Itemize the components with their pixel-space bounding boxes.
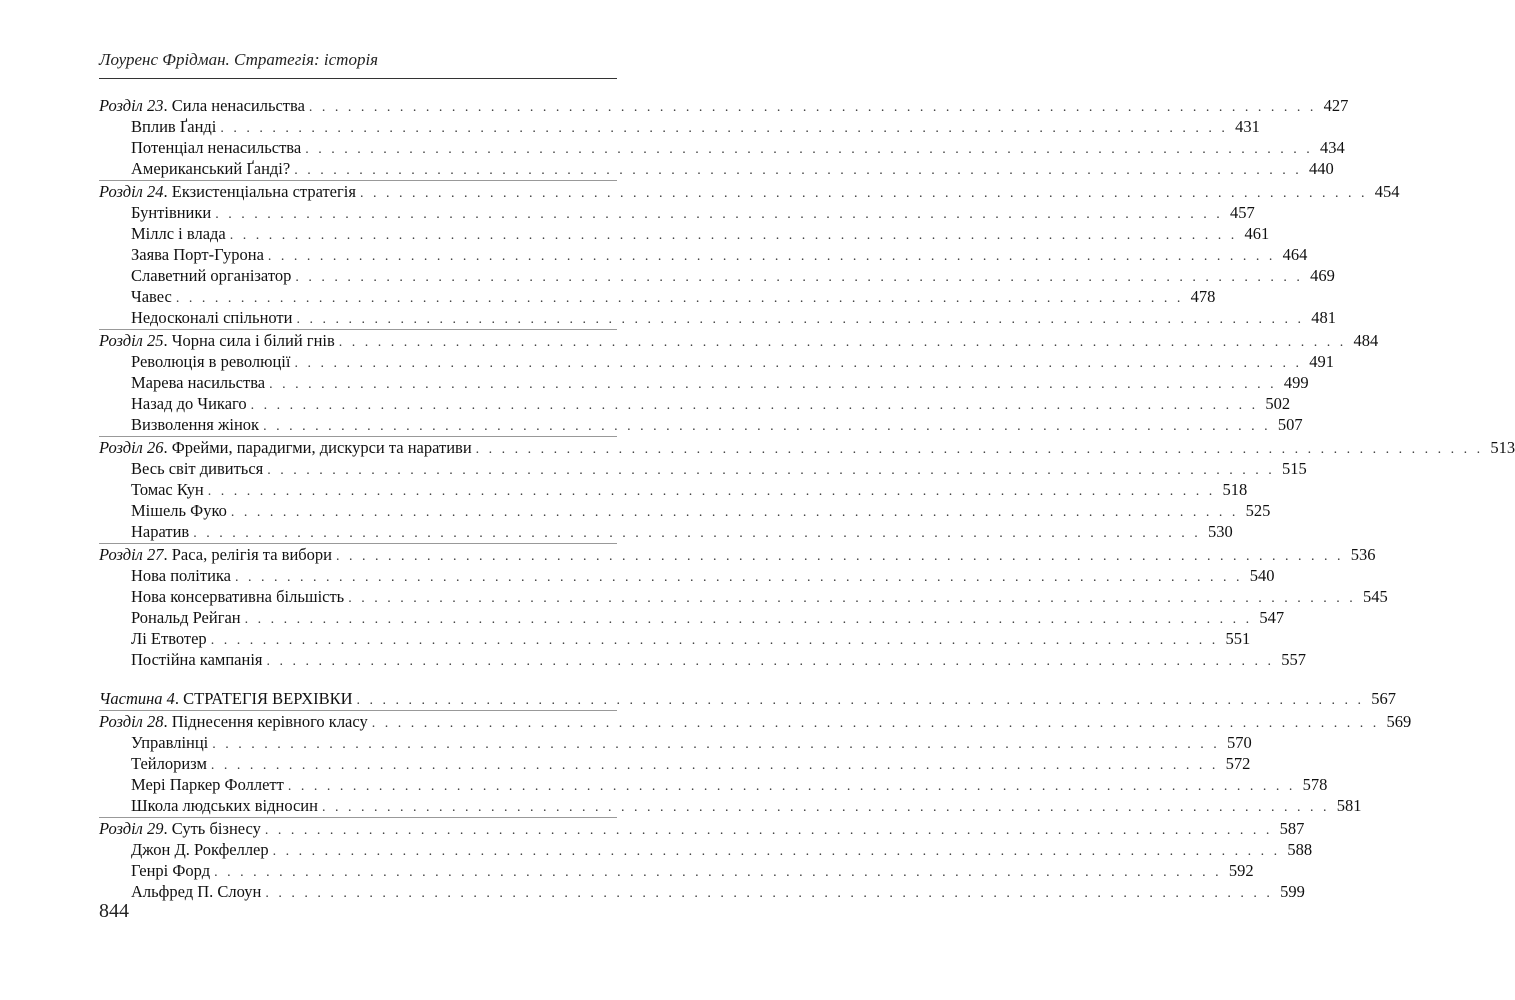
- toc-entry-title: Американський Ґанді?: [131, 159, 291, 178]
- dot-leader: . . . . . . . . . . . . . . . . . . . . . . . . . . . . . . . . . . . . . . . . . . . . . . . . . . . . . . . . . . . . . . . . . . . . . . . . . . . . . .: [305, 142, 1313, 157]
- toc-entry-prefix: Розділ 26: [99, 438, 164, 457]
- toc-entry-title: Визволення жінок: [131, 415, 260, 434]
- dot-leader: . . . . . . . . . . . . . . . . . . . . . . . . . . . . . . . . . . . . . . . . . . . . . . . . . . . . . . . . . . . . . . . . . . . . . . . . . . . . . .: [294, 163, 1302, 178]
- dot-leader: . . . . . . . . . . . . . . . . . . . . . . . . . . . . . . . . . . . . . . . . . . . . . . . . . . . . . . . . . . . . . . . . . . . . . . . . . . . . . .: [269, 377, 1277, 392]
- toc-section-entry[interactable]: [99, 649, 1306, 670]
- toc-entry-label: [131, 795, 318, 816]
- toc-entry-label: [99, 181, 356, 202]
- toc-entry-title: . Суть бізнесу: [163, 819, 261, 838]
- toc-entry-label: [131, 565, 231, 586]
- toc-page-number: 587: [1279, 819, 1305, 838]
- toc-entry-prefix: Розділ 27: [99, 545, 164, 564]
- toc-section-entry[interactable]: [99, 628, 1251, 649]
- toc-page-number: 457: [1230, 203, 1255, 222]
- toc-entry-label: [99, 95, 305, 116]
- toc-entry-prefix: Розділ 28: [99, 712, 164, 731]
- toc-entry-label: [131, 458, 263, 479]
- dot-leader: . . . . . . . . . . . . . . . . . . . . . . . . . . . . . . . . . . . . . . . . . . . . . . . . . . . . . . . . . . . . . . . . . . . . . . . . . . . . . .: [215, 207, 1223, 222]
- toc-page-number: 491: [1309, 352, 1334, 371]
- toc-entry-title: Потенціал ненасильства: [131, 138, 302, 157]
- toc-page-number: 434: [1319, 138, 1345, 157]
- toc-section-entry[interactable]: [99, 881, 1305, 902]
- toc-section-entry[interactable]: [99, 732, 1252, 753]
- toc-entry-label: [131, 244, 264, 265]
- dot-leader: . . . . . . . . . . . . . . . . . . . . . . . . . . . . . . . . . . . . . . . . . . . . . . . . . . . . . . . . . . . . . . . . . . . . . . . . . . . . . .: [210, 758, 1219, 773]
- toc-chapter-entry[interactable]: [99, 330, 1379, 351]
- toc-section-entry[interactable]: [99, 565, 1275, 586]
- toc-entry-label: [131, 265, 291, 286]
- toc-entry-title: Вплив Ґанді: [131, 117, 217, 136]
- toc-section-entry[interactable]: [99, 479, 1248, 500]
- dot-leader: . . . . . . . . . . . . . . . . . . . . . . . . . . . . . . . . . . . . . . . . . . . . . . . . . . . . . . . . . . . . . . . . . . . . . . . . . . . . . .: [295, 270, 1303, 285]
- toc-entry-label: [131, 881, 261, 902]
- toc-entry-label: [131, 137, 301, 158]
- toc-page-number: 551: [1225, 629, 1251, 648]
- toc-entry-title: Томас Кун: [131, 480, 204, 499]
- toc-entry-title: Міллс і влада: [131, 224, 226, 243]
- table-of-contents: [99, 95, 1515, 902]
- dot-leader: . . . . . . . . . . . . . . . . . . . . . . . . . . . . . . . . . . . . . . . . . . . . . . . . . . . . . . . . . . . . . . . . . . . . . . . . . . . . . .: [210, 633, 1219, 648]
- toc-page-number: 518: [1222, 480, 1248, 499]
- dot-leader: . . . . . . . . . . . . . . . . . . . . . . . . . . . . . . . . . . . . . . . . . . . . . . . . . . . . . . . . . . . . . . . . . . . . . . . . . . . . . .: [250, 398, 1259, 413]
- toc-entry-title: Заява Порт-Гурона: [131, 245, 264, 264]
- dot-leader: . . . . . . . . . . . . . . . . . . . . . . . . . . . . . . . . . . . . . . . . . . . . . . . . . . . . . . . . . . . . . . . . . . . . . . . . . . . . . .: [296, 312, 1304, 327]
- toc-page-number: 499: [1283, 373, 1309, 392]
- toc-page-number: 578: [1302, 775, 1328, 794]
- toc-page-number: 540: [1249, 566, 1275, 585]
- toc-entry-label: [99, 818, 261, 839]
- toc-section-entry[interactable]: [99, 137, 1345, 158]
- toc-page-number: 502: [1265, 394, 1291, 413]
- toc-page-number: 515: [1282, 459, 1307, 478]
- toc-entry-label: [131, 732, 208, 753]
- toc-section-entry[interactable]: [99, 286, 1216, 307]
- toc-section-entry[interactable]: [99, 753, 1251, 774]
- dot-leader: . . . . . . . . . . . . . . . . . . . . . . . . . . . . . . . . . . . . . . . . . . . . . . . . . . . . . . . . . . . . . . . . . . . . . . . . . . . . . .: [220, 121, 1228, 136]
- toc-part-entry[interactable]: [99, 688, 1397, 709]
- dot-leader: . . . . . . . . . . . . . . . . . . . . . . . . . . . . . . . . . . . . . . . . . . . . . . . . . . . . . . . . . . . . . . . . . . . . . . . . . . . . . .: [287, 779, 1296, 794]
- dot-leader: . . . . . . . . . . . . . . . . . . . . . . . . . . . . . . . . . . . . . . . . . . . . . . . . . . . . . . . . . . . . . . . . . . . . . . . . . . . . . .: [267, 463, 1275, 478]
- toc-entry-label: [131, 158, 290, 179]
- dot-leader: . . . . . . . . . . . . . . . . . . . . . . . . . . . . . . . . . . . . . . . . . . . . . . . . . . . . . . . . . . . . . . . . . . . . . . . . . . . . . .: [336, 549, 1344, 564]
- toc-page-number: 588: [1287, 840, 1313, 859]
- toc-page-number: 431: [1235, 117, 1260, 136]
- toc-section-entry[interactable]: [99, 521, 1233, 542]
- toc-entry-title: Весь світ дивиться: [131, 459, 264, 478]
- toc-chapter-entry[interactable]: [99, 95, 1349, 116]
- toc-page-number: 547: [1259, 608, 1285, 627]
- toc-entry-label: [99, 688, 353, 709]
- toc-entry-title: . Сила ненасильства: [163, 96, 305, 115]
- toc-entry-label: [131, 607, 241, 628]
- toc-entry-label: [131, 372, 265, 393]
- toc-section-entry[interactable]: [99, 414, 1303, 435]
- toc-entry-title: Марева насильства: [131, 373, 266, 392]
- toc-page-number: 557: [1281, 650, 1306, 669]
- toc-entry-label: [131, 753, 207, 774]
- dot-leader: . . . . . . . . . . . . . . . . . . . . . . . . . . . . . . . . . . . . . . . . . . . . . . . . . . . . . . . . . . . . . . . . . . . . . . . . . . . . . .: [214, 865, 1222, 880]
- toc-entry-title: Альфред П. Слоун: [131, 882, 262, 901]
- toc-section-entry[interactable]: [99, 774, 1328, 795]
- toc-chapter-entry[interactable]: [99, 711, 1412, 732]
- toc-page-number: 567: [1371, 689, 1397, 708]
- header-rule: [99, 78, 617, 79]
- toc-entry-label: [131, 628, 207, 649]
- toc-entry-label: [131, 223, 226, 244]
- toc-page-number: 513: [1490, 438, 1515, 457]
- toc-entry-label: [131, 307, 292, 328]
- toc-entry-label: [99, 330, 335, 351]
- toc-entry-label: [131, 479, 204, 500]
- toc-page-number: 464: [1282, 245, 1308, 264]
- toc-entry-label: [131, 586, 344, 607]
- toc-entry-title: Славетний організатор: [131, 266, 292, 285]
- toc-section-entry[interactable]: [99, 607, 1285, 628]
- toc-section-entry[interactable]: [99, 351, 1334, 372]
- toc-entry-label: [131, 521, 189, 542]
- toc-entry-label: [131, 351, 290, 372]
- toc-entry-title: Постійна кампанія: [131, 650, 263, 669]
- toc-entry-label: [131, 116, 216, 137]
- toc-section-entry[interactable]: [99, 839, 1313, 860]
- dot-leader: . . . . . . . . . . . . . . . . . . . . . . . . . . . . . . . . . . . . . . . . . . . . . . . . . . . . . . . . . . . . . . . . . . . . . . . . . . . . . .: [207, 484, 1216, 499]
- toc-entry-label: [131, 202, 211, 223]
- dot-leader: . . . . . . . . . . . . . . . . . . . . . . . . . . . . . . . . . . . . . . . . . . . . . . . . . . . . . . . . . . . . . . . . . . . . . . . . . . . . . .: [321, 800, 1330, 815]
- dot-leader: . . . . . . . . . . . . . . . . . . . . . . . . . . . . . . . . . . . . . . . . . . . . . . . . . . . . . . . . . . . . . . . . . . . . . . . . . . . . . .: [193, 526, 1201, 541]
- toc-page-number: 469: [1310, 266, 1335, 285]
- toc-entry-label: [99, 711, 368, 732]
- dot-leader: . . . . . . . . . . . . . . . . . . . . . . . . . . . . . . . . . . . . . . . . . . . . . . . . . . . . . . . . . . . . . . . . . . . . . . . . . . . . . .: [308, 100, 1317, 115]
- toc-entry-title: . СТРАТЕГІЯ ВЕРХІВКИ: [174, 689, 353, 708]
- toc-entry-title: Назад до Чикаго: [131, 394, 247, 413]
- toc-entry-prefix: Розділ 23: [99, 96, 164, 115]
- toc-chapter-entry[interactable]: [99, 544, 1376, 565]
- toc-entry-title: . Чорна сила і білий гнів: [163, 331, 335, 350]
- toc-page-number: 507: [1277, 415, 1303, 434]
- dot-leader: . . . . . . . . . . . . . . . . . . . . . . . . . . . . . . . . . . . . . . . . . . . . . . . . . . . . . . . . . . . . . . . . . . . . . . . . . . . . . .: [294, 356, 1302, 371]
- toc-entry-title: Школа людських відносин: [131, 796, 318, 815]
- toc-entry-label: [131, 414, 259, 435]
- toc-section-entry[interactable]: [99, 158, 1334, 179]
- dot-leader: . . . . . . . . . . . . . . . . . . . . . . . . . . . . . . . . . . . . . . . . . . . . . . . . . . . . . . . . . . . . . . . . . . . . . . . . . . . . . .: [235, 570, 1243, 585]
- toc-page-number: 484: [1353, 331, 1379, 350]
- toc-entry-prefix: Розділ 25: [99, 331, 164, 350]
- toc-page-number: 440: [1308, 159, 1334, 178]
- toc-page-number: 536: [1350, 545, 1376, 564]
- page-number: 844: [99, 900, 129, 922]
- toc-section-entry[interactable]: [99, 372, 1309, 393]
- toc-page-number: 570: [1227, 733, 1252, 752]
- toc-entry-label: [131, 774, 284, 795]
- toc-entry-label: [99, 544, 332, 565]
- toc-entry-title: . Фрейми, парадигми, дискурси та наративи: [163, 438, 472, 457]
- dot-leader: . . . . . . . . . . . . . . . . . . . . . . . . . . . . . . . . . . . . . . . . . . . . . . . . . . . . . . . . . . . . . . . . . . . . . . . . . . . . . .: [272, 844, 1281, 859]
- toc-section-entry[interactable]: [99, 586, 1388, 607]
- toc-section-entry[interactable]: [99, 202, 1255, 223]
- dot-leader: . . . . . . . . . . . . . . . . . . . . . . . . . . . . . . . . . . . . . . . . . . . . . . . . . . . . . . . . . . . . . . . . . . . . . . . . . . . . . .: [264, 823, 1273, 838]
- toc-entry-title: Тейлоризм: [131, 754, 207, 773]
- dot-leader: . . . . . . . . . . . . . . . . . . . . . . . . . . . . . . . . . . . . . . . . . . . . . . . . . . . . . . . . . . . . . . . . . . . . . . . . . . . . . .: [244, 612, 1253, 627]
- toc-page-number: 530: [1207, 522, 1233, 541]
- toc-entry-title: Лі Етвотер: [131, 629, 207, 648]
- toc-page-number: 478: [1190, 287, 1216, 306]
- toc-section-entry[interactable]: [99, 265, 1335, 286]
- toc-entry-title: Управлінці: [131, 733, 209, 752]
- toc-page-number: 525: [1245, 501, 1271, 520]
- toc-entry-label: [131, 393, 247, 414]
- running-header: Лоуренс Фрідман. Стратегія: історія: [99, 50, 379, 69]
- dot-leader: . . . . . . . . . . . . . . . . . . . . . . . . . . . . . . . . . . . . . . . . . . . . . . . . . . . . . . . . . . . . . . . . . . . . . . . . . . . . . .: [267, 249, 1276, 264]
- dot-leader: . . . . . . . . . . . . . . . . . . . . . . . . . . . . . . . . . . . . . . . . . . . . . . . . . . . . . . . . . . . . . . . . . . . . . . . . . . . . . .: [348, 591, 1356, 606]
- toc-section-entry[interactable]: [99, 244, 1308, 265]
- toc-section-entry[interactable]: [99, 223, 1270, 244]
- toc-entry-title: Рональд Рейган: [131, 608, 241, 627]
- toc-entry-label: [99, 437, 472, 458]
- dot-leader: . . . . . . . . . . . . . . . . . . . . . . . . . . . . . . . . . . . . . . . . . . . . . . . . . . . . . . . . . . . . . . . . . . . . . . . . . . . . . .: [263, 419, 1271, 434]
- dot-leader: . . . . . . . . . . . . . . . . . . . . . . . . . . . . . . . . . . . . . . . . . . . . . . . . . . . . . . . . . . . . . . . . . . . . . . . . . . . . . .: [359, 186, 1368, 201]
- toc-entry-title: Недосконалі спільноти: [131, 308, 293, 327]
- part-gap: [99, 670, 617, 688]
- toc-section-entry[interactable]: [99, 116, 1260, 137]
- dot-leader: . . . . . . . . . . . . . . . . . . . . . . . . . . . . . . . . . . . . . . . . . . . . . . . . . . . . . . . . . . . . . . . . . . . . . . . . . . . . . .: [356, 693, 1365, 708]
- toc-chapter-entry[interactable]: [99, 181, 1400, 202]
- dot-leader: . . . . . . . . . . . . . . . . . . . . . . . . . . . . . . . . . . . . . . . . . . . . . . . . . . . . . . . . . . . . . . . . . . . . . . . . . . . . . .: [230, 505, 1239, 520]
- toc-entry-prefix: Частина 4: [99, 689, 175, 708]
- toc-entry-title: Наратив: [131, 522, 190, 541]
- dot-leader: . . . . . . . . . . . . . . . . . . . . . . . . . . . . . . . . . . . . . . . . . . . . . . . . . . . . . . . . . . . . . . . . . . . . . . . . . . . . . .: [266, 654, 1274, 669]
- toc-section-entry[interactable]: [99, 500, 1271, 521]
- toc-page-number: 569: [1386, 712, 1412, 731]
- dot-leader: . . . . . . . . . . . . . . . . . . . . . . . . . . . . . . . . . . . . . . . . . . . . . . . . . . . . . . . . . . . . . . . . . . . . . . . . . . . . . .: [175, 291, 1184, 306]
- toc-page-number: 592: [1228, 861, 1254, 880]
- toc-entry-title: Чавес: [131, 287, 172, 306]
- toc-page-number: 454: [1374, 182, 1400, 201]
- toc-section-entry[interactable]: [99, 860, 1254, 881]
- toc-entry-title: . Піднесення керівного класу: [163, 712, 368, 731]
- toc-page-number: 572: [1225, 754, 1251, 773]
- toc-chapter-entry[interactable]: [99, 437, 1515, 458]
- toc-page-number: 599: [1280, 882, 1305, 901]
- toc-chapter-entry[interactable]: [99, 818, 1305, 839]
- toc-entry-title: . Екзистенціальна стратегія: [163, 182, 356, 201]
- toc-section-entry[interactable]: [99, 458, 1307, 479]
- toc-entry-title: Генрі Форд: [131, 861, 211, 880]
- dot-leader: . . . . . . . . . . . . . . . . . . . . . . . . . . . . . . . . . . . . . . . . . . . . . . . . . . . . . . . . . . . . . . . . . . . . . . . . . . . . . .: [265, 886, 1273, 901]
- toc-page-number: 581: [1336, 796, 1362, 815]
- toc-page-number: 481: [1311, 308, 1336, 327]
- dot-leader: . . . . . . . . . . . . . . . . . . . . . . . . . . . . . . . . . . . . . . . . . . . . . . . . . . . . . . . . . . . . . . . . . . . . . . . . . . . . . .: [212, 737, 1220, 752]
- toc-entry-title: Мішель Фуко: [131, 501, 227, 520]
- toc-entry-title: Нова консервативна більшість: [131, 587, 345, 606]
- dot-leader: . . . . . . . . . . . . . . . . . . . . . . . . . . . . . . . . . . . . . . . . . . . . . . . . . . . . . . . . . . . . . . . . . . . . . . . . . . . . . .: [229, 228, 1238, 243]
- toc-entry-title: Бунтівники: [131, 203, 212, 222]
- toc-page-number: 427: [1323, 96, 1349, 115]
- toc-entry-title: . Раса, релігія та вибори: [163, 545, 333, 564]
- toc-entry-label: [131, 286, 172, 307]
- toc-entry-label: [131, 500, 227, 521]
- toc-entry-title: Мері Паркер Фоллетт: [131, 775, 284, 794]
- dot-leader: . . . . . . . . . . . . . . . . . . . . . . . . . . . . . . . . . . . . . . . . . . . . . . . . . . . . . . . . . . . . . . . . . . . . . . . . . . . . . .: [475, 442, 1484, 457]
- toc-entry-title: Революція в революції: [131, 352, 291, 371]
- toc-entry-label: [131, 860, 210, 881]
- toc-page-number: 545: [1362, 587, 1388, 606]
- dot-leader: . . . . . . . . . . . . . . . . . . . . . . . . . . . . . . . . . . . . . . . . . . . . . . . . . . . . . . . . . . . . . . . . . . . . . . . . . . . . . .: [371, 716, 1380, 731]
- toc-entry-prefix: Розділ 24: [99, 182, 164, 201]
- toc-entry-label: [131, 839, 269, 860]
- toc-section-entry[interactable]: [99, 307, 1336, 328]
- toc-section-entry[interactable]: [99, 393, 1291, 414]
- toc-entry-title: Нова політика: [131, 566, 231, 585]
- toc-section-entry[interactable]: [99, 795, 1362, 816]
- toc-entry-prefix: Розділ 29: [99, 819, 164, 838]
- toc-entry-label: [131, 649, 263, 670]
- toc-entry-title: Джон Д. Рокфеллер: [131, 840, 269, 859]
- dot-leader: . . . . . . . . . . . . . . . . . . . . . . . . . . . . . . . . . . . . . . . . . . . . . . . . . . . . . . . . . . . . . . . . . . . . . . . . . . . . . .: [338, 335, 1347, 350]
- toc-page-number: 461: [1244, 224, 1270, 243]
